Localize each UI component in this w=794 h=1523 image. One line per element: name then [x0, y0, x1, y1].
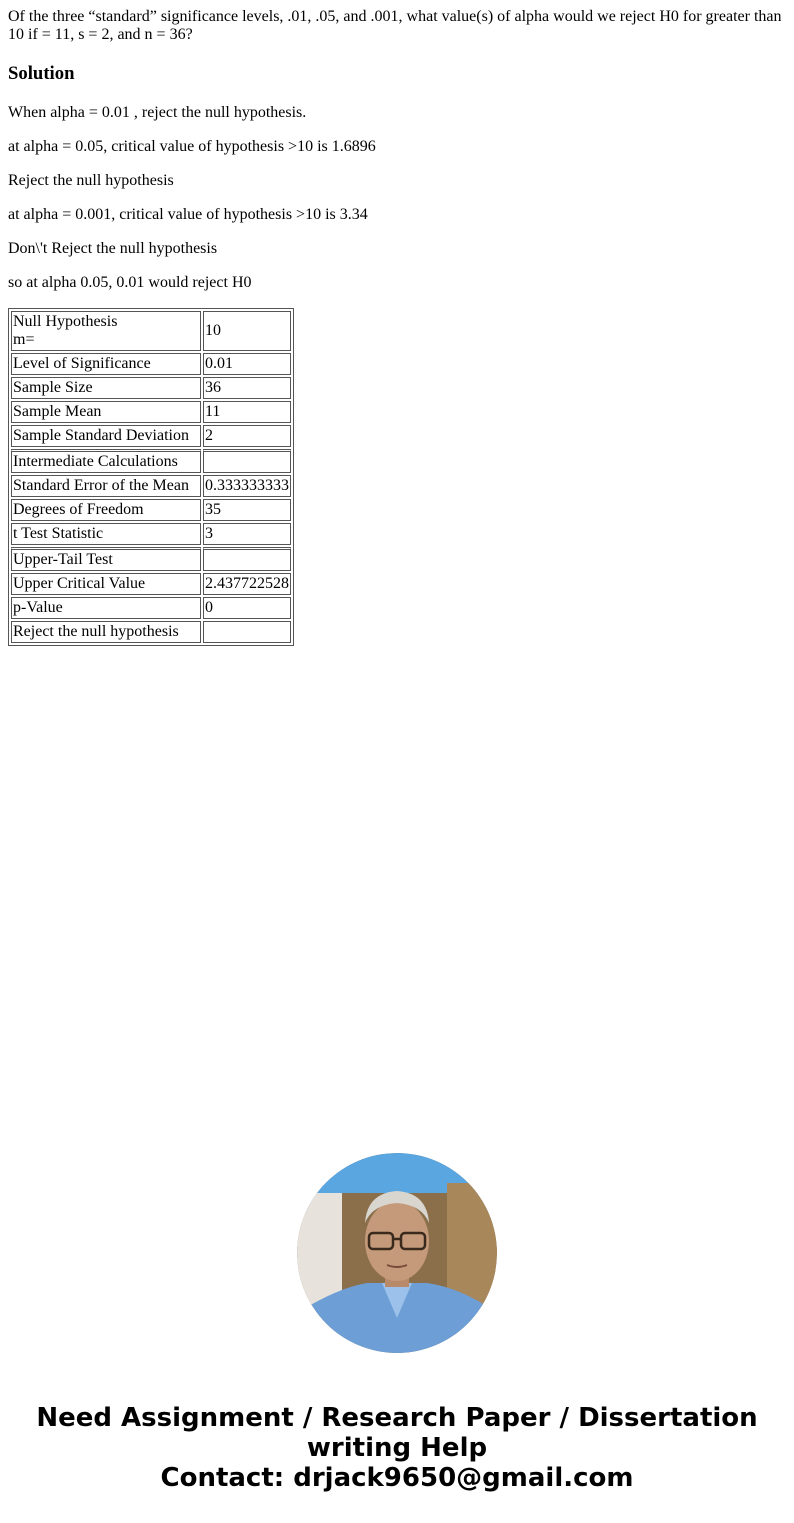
sample-mean-value: 11 [203, 401, 291, 423]
df-label: Degrees of Freedom [11, 499, 201, 521]
solution-line: Reject the null hypothesis [8, 172, 174, 189]
footer-line: writing Help [306, 1433, 488, 1463]
p-value-value: 0 [203, 597, 291, 619]
question-text: Of the three “standard” significance levels, .01, .05, and .001, what value(s) of alpha would we reject H0 for greater than 10 if = 11, s = 2, and n = 36? [8, 8, 782, 43]
upper-critical-label: Upper Critical Value [11, 573, 201, 595]
decision-value [203, 621, 291, 643]
footer-contact: Contact: drjack9650@gmail.com [160, 1463, 634, 1493]
significance-value: 0.01 [203, 353, 291, 375]
decision-label: Reject the null hypothesis [11, 621, 201, 643]
sample-size-label: Sample Size [11, 377, 201, 399]
sample-sd-value: 2 [203, 425, 291, 447]
author-avatar [297, 1153, 497, 1353]
table-row [11, 573, 291, 595]
sample-sd-label: Sample Standard Deviation [11, 425, 201, 447]
table-row [11, 475, 291, 497]
intermediate-label: Intermediate Calculations [11, 449, 201, 473]
solution-line: at alpha = 0.05, critical value of hypothesis >10 is 1.6896 [8, 138, 376, 155]
solution-line: Don\'t Reject the null hypothesis [8, 240, 218, 257]
solution-line: When alpha = 0.01 , reject the null hypothesis. [8, 104, 307, 121]
solution-line: at alpha = 0.001, critical value of hypothesis >10 is 3.34 [8, 206, 368, 223]
table-row [11, 547, 291, 571]
df-value: 35 [203, 499, 291, 521]
p-value-label: p-Value [11, 597, 201, 619]
footer-banner [0, 1403, 794, 1493]
std-error-value: 0.333333333 [203, 475, 291, 497]
table-row [11, 311, 291, 351]
null-hypothesis-label: Null Hypothesis [13, 313, 118, 330]
table-row [11, 425, 291, 447]
std-error-label: Standard Error of the Mean [11, 475, 201, 497]
author-photo [297, 1153, 497, 1353]
table-row [11, 377, 291, 399]
solution-line: so at alpha 0.05, 0.01 would reject H0 [8, 274, 252, 291]
table-cell-label [11, 311, 201, 351]
significance-label: Level of Significance [11, 353, 201, 375]
null-hypothesis-value: 10 [203, 311, 291, 351]
upper-tail-value [203, 547, 291, 571]
table-row [11, 621, 291, 643]
sample-size-value: 36 [203, 377, 291, 399]
sample-mean-label: Sample Mean [11, 401, 201, 423]
document-body [0, 0, 794, 646]
upper-critical-value: 2.437722528 [203, 573, 291, 595]
upper-tail-label: Upper-Tail Test [11, 547, 201, 571]
t-test-table [8, 308, 294, 646]
table-row [11, 401, 291, 423]
table-row [11, 353, 291, 375]
table-row [11, 449, 291, 473]
table-row [11, 499, 291, 521]
t-stat-value: 3 [203, 523, 291, 545]
null-hypothesis-symbol: m= [13, 331, 35, 348]
intermediate-value [203, 449, 291, 473]
solution-heading: Solution [8, 63, 75, 84]
table-row [11, 597, 291, 619]
footer-line: Need Assignment / Research Paper / Dissertation [36, 1403, 758, 1433]
table-row [11, 523, 291, 545]
t-stat-label: t Test Statistic [11, 523, 201, 545]
